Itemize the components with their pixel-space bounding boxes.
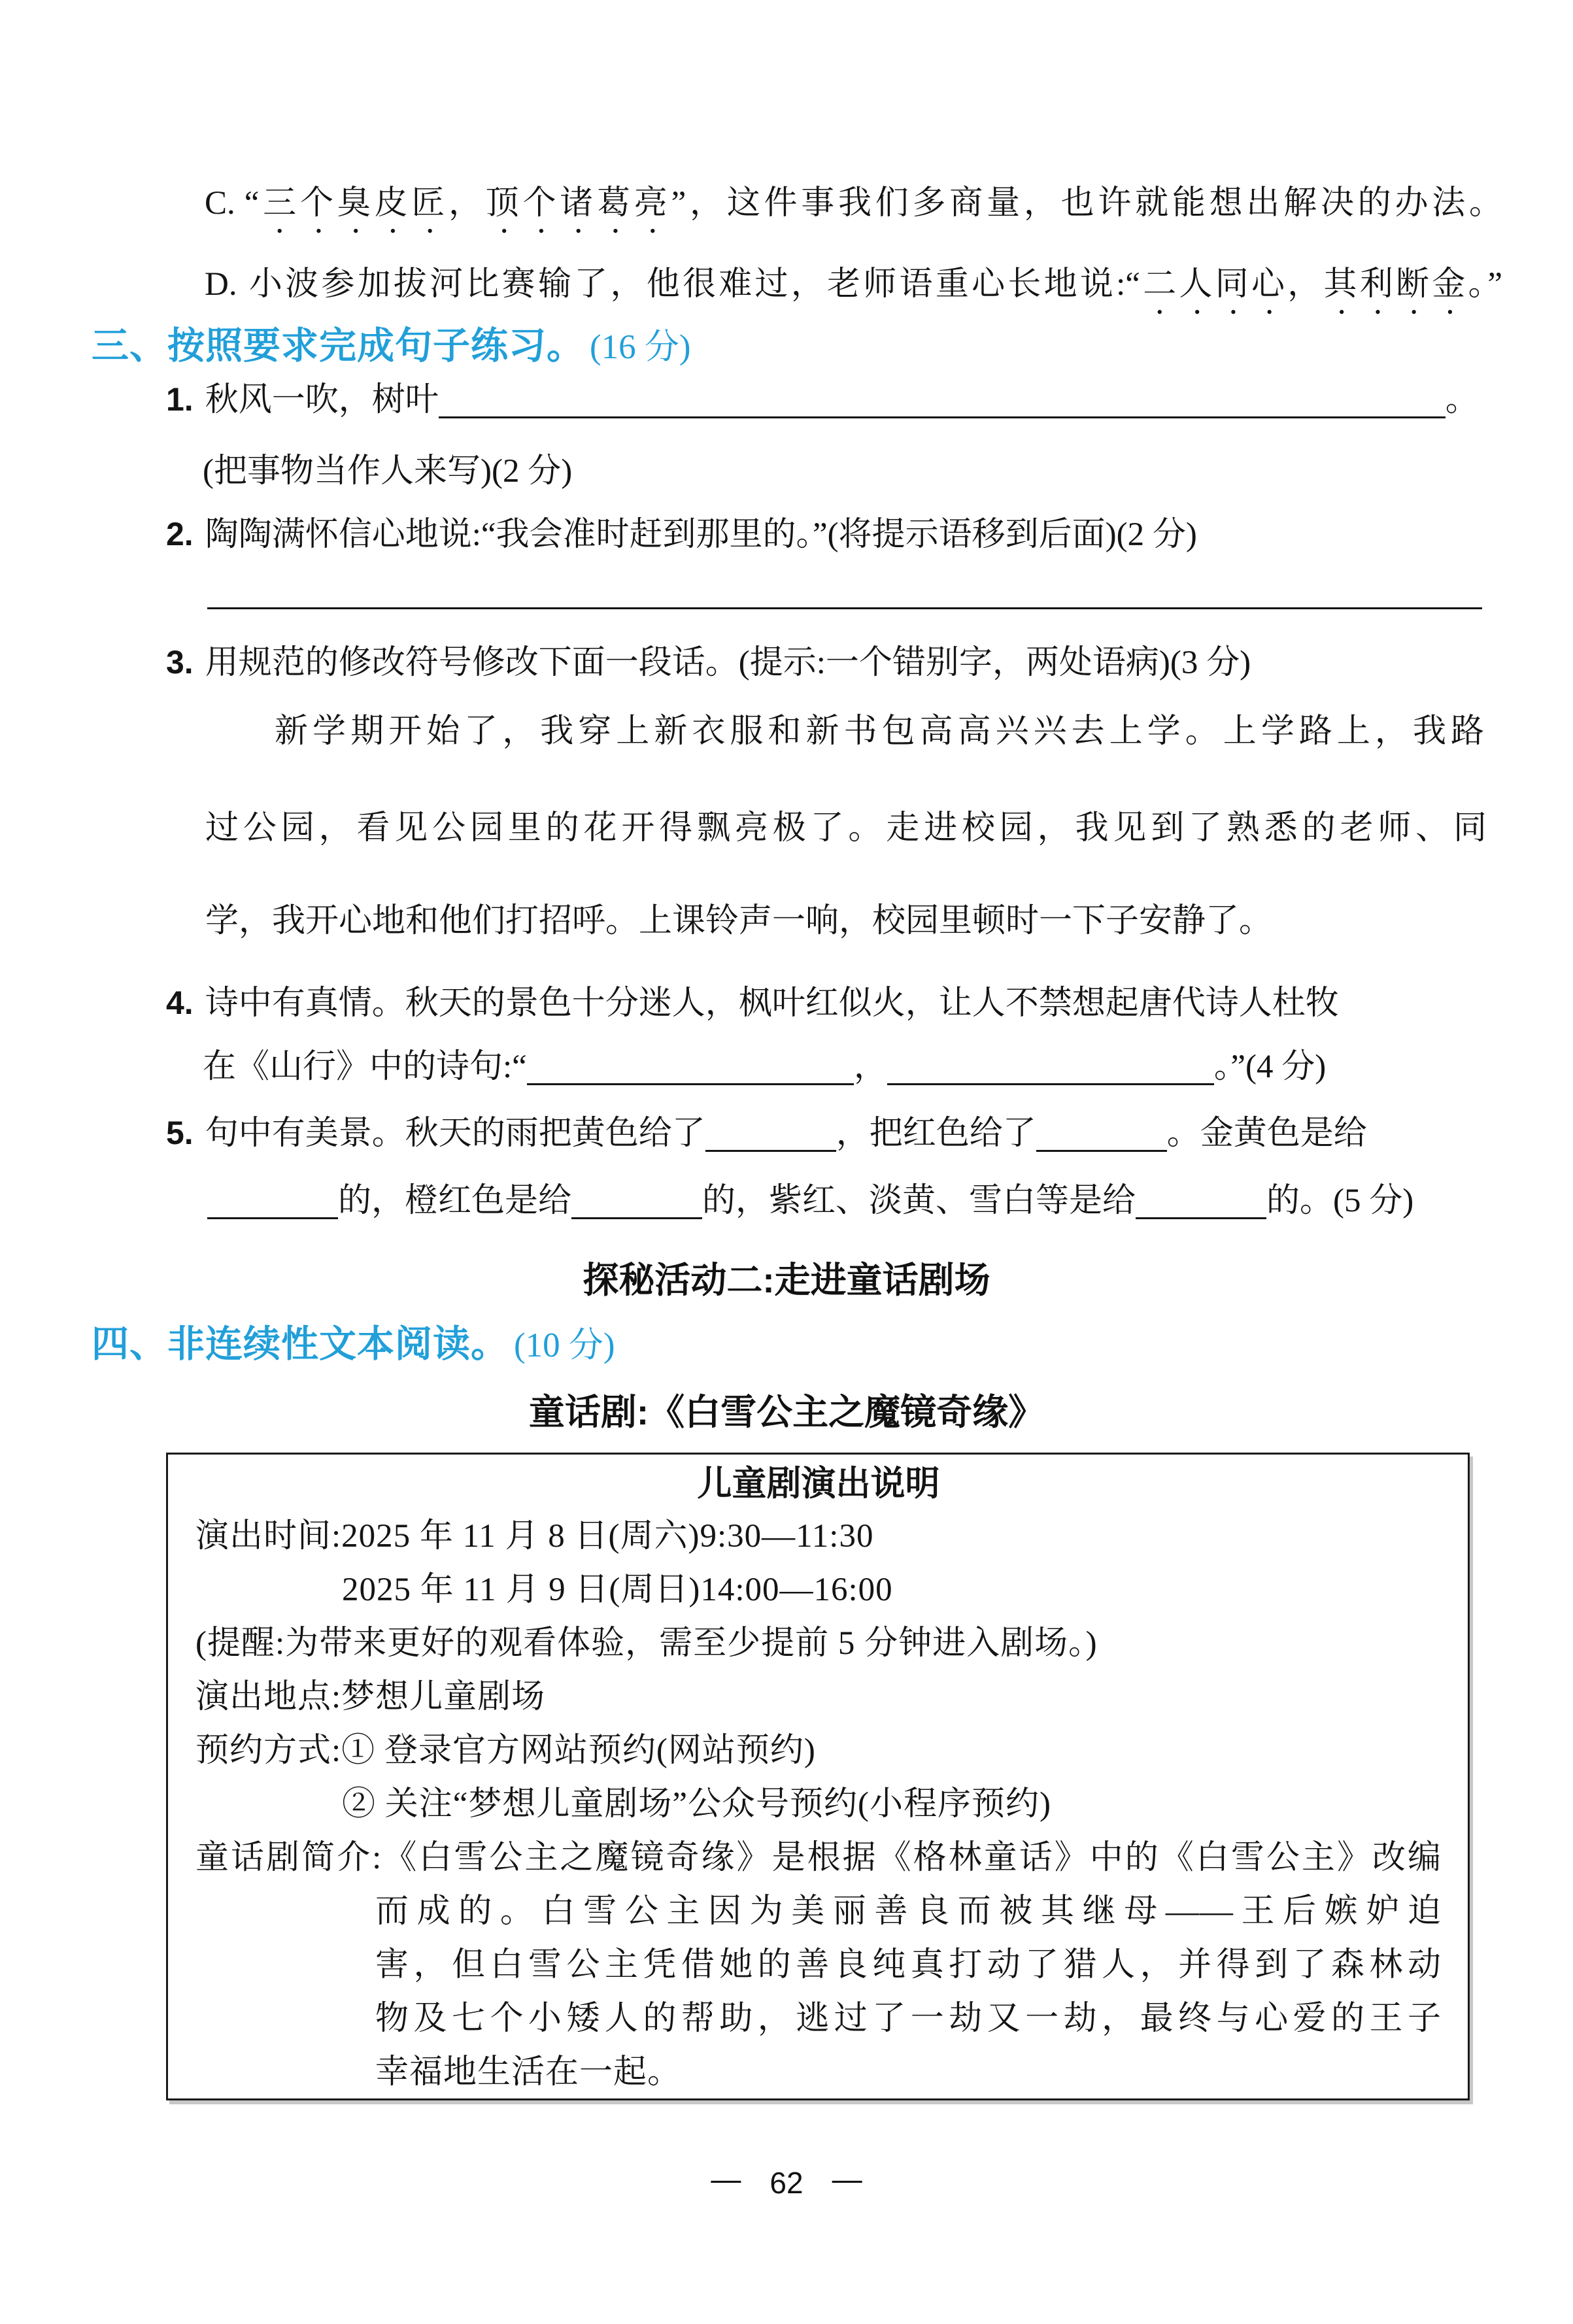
question-5-mid-1: ，把红色给了: [836, 1115, 1036, 1152]
notice-intro-label: 童话剧简介:: [195, 1840, 382, 1876]
option-d-close: 。”: [1468, 266, 1502, 303]
answer-line-q2: [207, 607, 1482, 609]
page-number: 62: [770, 2166, 803, 2200]
section-3-points: (16 分): [590, 328, 691, 366]
answer-blank-q4-1: [527, 1053, 854, 1085]
option-d-label: D.: [205, 266, 237, 303]
answer-blank-q5-5: [1136, 1187, 1266, 1219]
footer-dash-right: —: [832, 2162, 862, 2196]
section-3-heading: [92, 316, 691, 369]
notice-time-1: 2025 年 11 月 8 日(周六)9:30—11:30: [341, 1518, 874, 1555]
question-4-line-2-separator: ，: [853, 1049, 887, 1085]
question-4-line-1: 诗中有真情。秋天的景色十分迷人，枫叶红似火，让人不禁想起唐代诗人杜牧: [205, 985, 1339, 1022]
notice-intro-text-1: 《白雪公主之魔镜奇缘》是根据《格林童话》中的《白雪公主》改编: [382, 1840, 1442, 1876]
notice-time-line-2: 2025 年 11 月 9 日(周日)14:00—16:00: [342, 1572, 893, 1608]
option-c-emphasized-1: 三个臭皮匠: [259, 185, 448, 222]
notice-intro-line-2: 而成的。白雪公主因为美丽善良而被其继母——王后嫉妒迫: [375, 1893, 1442, 1930]
notice-booking-line-1: [195, 1724, 1442, 1777]
option-d-lead: 小波参加拔河比赛输了，他很难过，老师语重心长地说:“: [246, 266, 1140, 303]
question-1-period: 。: [1445, 382, 1479, 418]
question-4-number: 4.: [166, 985, 194, 1021]
section-3-title: 三、按照要求完成句子练习。: [92, 325, 584, 367]
option-c-label: C.: [205, 185, 235, 222]
option-c-open-quote: “: [244, 185, 260, 222]
play-title: 童话剧:《白雪公主之魔镜奇缘》: [528, 1392, 1045, 1432]
option-c: [205, 182, 1502, 241]
question-3-text: 用规范的修改符号修改下面一段话。(提示:一个错别字，两处语病)(3 分): [205, 645, 1251, 681]
question-2-number: 2.: [166, 516, 194, 552]
notice-booking-1: ① 登录官方网站预约(网站预约): [341, 1732, 816, 1769]
question-5-line-2: [207, 1181, 1413, 1222]
question-4-line-2-close: 。”(4 分): [1213, 1049, 1327, 1085]
activity-2-heading: 探秘活动二:走进童话剧场: [583, 1260, 990, 1300]
notice-venue-line: [195, 1670, 1442, 1724]
notice-booking-label: 预约方式:: [195, 1732, 342, 1769]
option-d-emphasized-2: 其利断金: [1323, 266, 1468, 303]
question-1: [166, 379, 1479, 422]
option-c-separator: ，: [448, 185, 486, 222]
option-c-rest: ”，这件事我们多商量，也许就能想出解决的办法。: [671, 185, 1502, 222]
question-4-line-2-lead: 在《山行》中的诗句:“: [203, 1049, 527, 1085]
question-4: [166, 983, 1339, 1025]
option-c-emphasized-2: 顶个诸葛亮: [485, 185, 671, 222]
notice-intro-line-1: [195, 1831, 1442, 1885]
answer-blank-q5-1: [705, 1120, 836, 1152]
notice-venue: 梦想儿童剧场: [341, 1679, 546, 1715]
option-d: [205, 263, 1502, 322]
notice-time-line-1: [195, 1509, 1442, 1563]
performance-notice-box: [166, 1453, 1470, 2100]
option-d-separator: ，: [1287, 266, 1324, 303]
notice-title: 儿童剧演出说明: [697, 1464, 940, 1503]
question-3-paragraph-line-3: 学，我开心地和他们打招呼。上课铃声一响，校园里顿时一下子安静了。: [205, 903, 1273, 939]
question-3: [166, 642, 1251, 684]
question-1-note: (把事物当作人来写)(2 分): [203, 453, 573, 490]
question-3-paragraph-line-1: 新学期开始了，我穿上新衣服和新书包高高兴兴去上学。上学路上，我路: [275, 713, 1484, 750]
question-3-number: 3.: [166, 644, 194, 681]
question-2-text: 陶陶满怀信心地说:“我会准时赶到那里的。”(将提示语移到后面)(2 分): [205, 516, 1197, 553]
question-2: [166, 514, 1197, 556]
notice-venue-label: 演出地点:: [195, 1679, 342, 1715]
page-footer: [0, 2162, 1573, 2200]
option-d-emphasized-1: 二人同心: [1140, 266, 1288, 303]
question-5-line-2-a: 的，橙红色是给: [338, 1183, 572, 1219]
notice-reminder: (提醒:为带来更好的观看体验，需至少提前 5 分钟进入剧场。): [195, 1625, 1098, 1662]
notice-time-label: 演出时间:: [195, 1518, 342, 1555]
answer-blank-q4-2: [887, 1053, 1214, 1085]
question-1-lead: 秋风一吹，树叶: [205, 382, 439, 418]
answer-blank-q5-4: [571, 1187, 702, 1219]
footer-dash-left: —: [711, 2162, 741, 2196]
question-5-line-2-c: 的。(5 分): [1266, 1183, 1414, 1219]
answer-blank-q5-3: [207, 1187, 338, 1219]
notice-intro-line-4: 物及七个小矮人的帮助，逃过了一劫又一劫，最终与心爱的王子: [375, 2000, 1442, 2037]
question-5-line-2-b: 的，紫红、淡黄、雪白等是给: [702, 1183, 1136, 1219]
notice-intro-line-5: 幸福地生活在一起。: [375, 2054, 682, 2091]
question-5-number: 5.: [166, 1115, 194, 1151]
section-4-title: 四、非连续性文本阅读。: [92, 1323, 509, 1365]
question-5: [166, 1113, 1367, 1155]
question-4-line-2: [203, 1047, 1326, 1088]
answer-blank-q1: [439, 386, 1446, 418]
question-5-lead: 句中有美景。秋天的雨把黄色给了: [205, 1115, 705, 1152]
notice-booking-line-2: ② 关注“梦想儿童剧场”公众号预约(小程序预约): [342, 1786, 1051, 1823]
question-3-paragraph-line-2: 过公园，看见公园里的花开得飘亮极了。走进校园，我见到了熟悉的老师、同: [205, 810, 1487, 847]
section-4-points: (10 分): [514, 1326, 615, 1364]
question-5-mid-2: 。金黄色是给: [1166, 1115, 1367, 1152]
answer-blank-q5-2: [1036, 1120, 1167, 1152]
notice-intro-line-3: 害，但白雪公主凭借她的善良纯真打动了猎人，并得到了森林动: [375, 1947, 1442, 1983]
section-4-heading: [92, 1314, 615, 1368]
question-1-number: 1.: [166, 381, 194, 418]
